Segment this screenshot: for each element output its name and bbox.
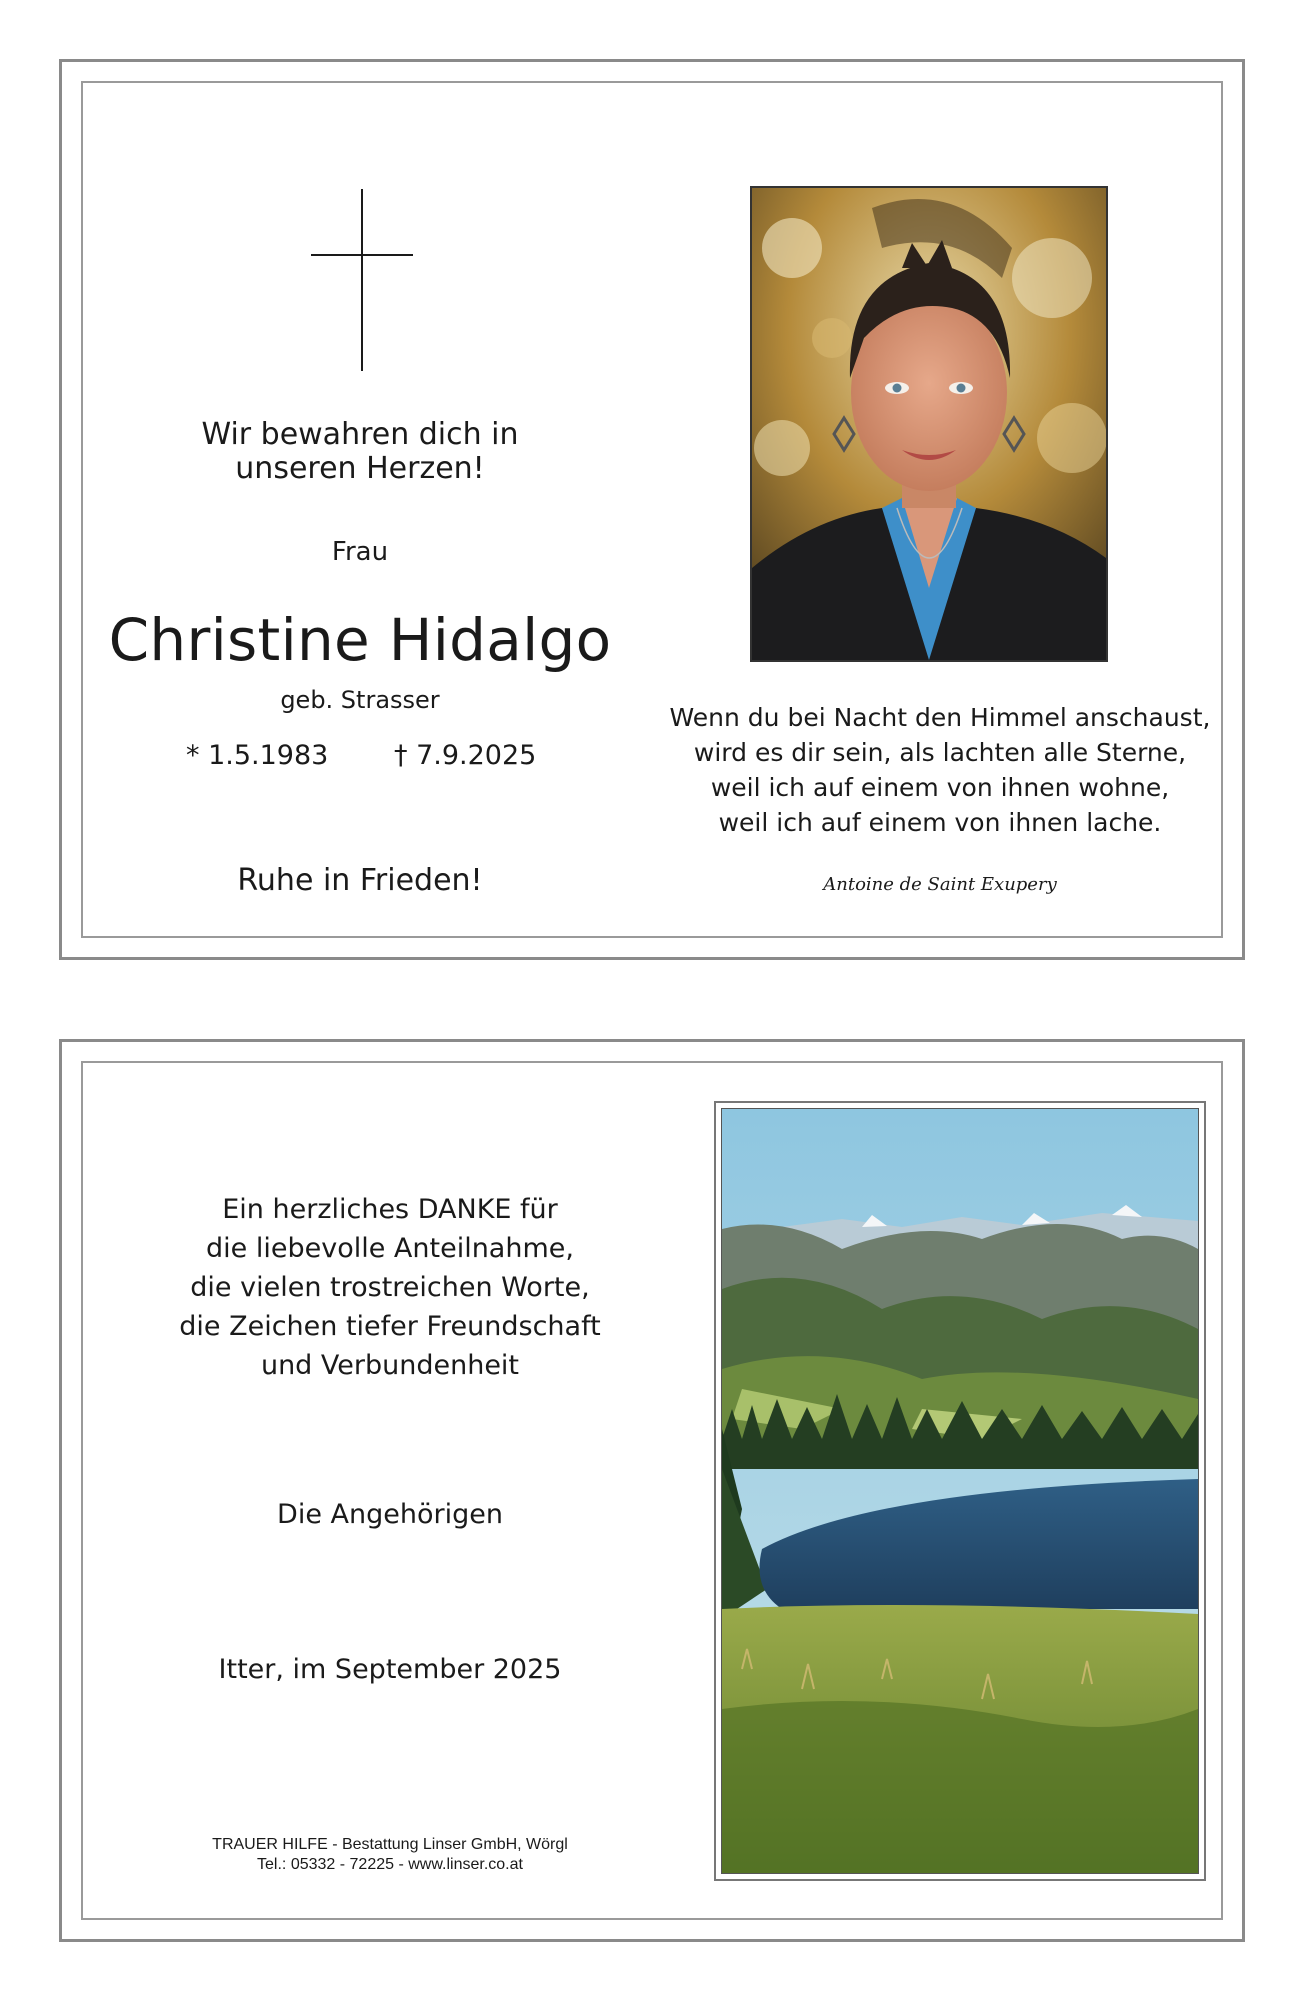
quote-line: wird es dir sein, als lachten alle Sterne, — [693, 738, 1187, 767]
quote-line: weil ich auf einem von ihnen wohne, — [710, 773, 1170, 802]
quote — [660, 700, 1220, 840]
closing-phrase: Ruhe in Frieden! — [237, 863, 483, 898]
place-date: Itter, im September 2025 — [218, 1654, 562, 1685]
quote-line: Wenn du bei Nacht den Himmel anschaust, — [669, 703, 1211, 732]
maiden-name: geb. Strasser — [280, 686, 440, 714]
quote-author: Antoine de Saint Exupery — [823, 874, 1057, 895]
salutation: Frau — [331, 537, 389, 567]
landscape-photo — [721, 1108, 1199, 1874]
motto: Wir bewahren dich in unseren Herzen! — [201, 417, 519, 486]
quote-line: weil ich auf einem von ihnen lache. — [718, 808, 1162, 837]
funeral-home-footer — [130, 1835, 650, 1875]
cross-icon — [311, 189, 413, 371]
family-signature: Die Angehörigen — [277, 1499, 503, 1530]
deceased-name: Christine Hidalgo — [108, 606, 612, 674]
birth-date: * 1.5.1983 — [186, 740, 329, 771]
death-date: † 7.9.2025 — [394, 740, 537, 771]
footer-line: Tel.: 05332 - 72225 - www.linser.co.at — [257, 1856, 523, 1873]
footer-line: TRAUER HILFE - Bestattung Linser GmbH, Wörgl — [212, 1836, 568, 1853]
thank-you-text: Ein herzliches DANKE für die liebevolle Anteilnahme, die vielen trostreichen Worte, die Zeichen tiefer Freundschaft und Verbundenheit — [179, 1194, 601, 1381]
portrait-photo — [750, 186, 1108, 662]
